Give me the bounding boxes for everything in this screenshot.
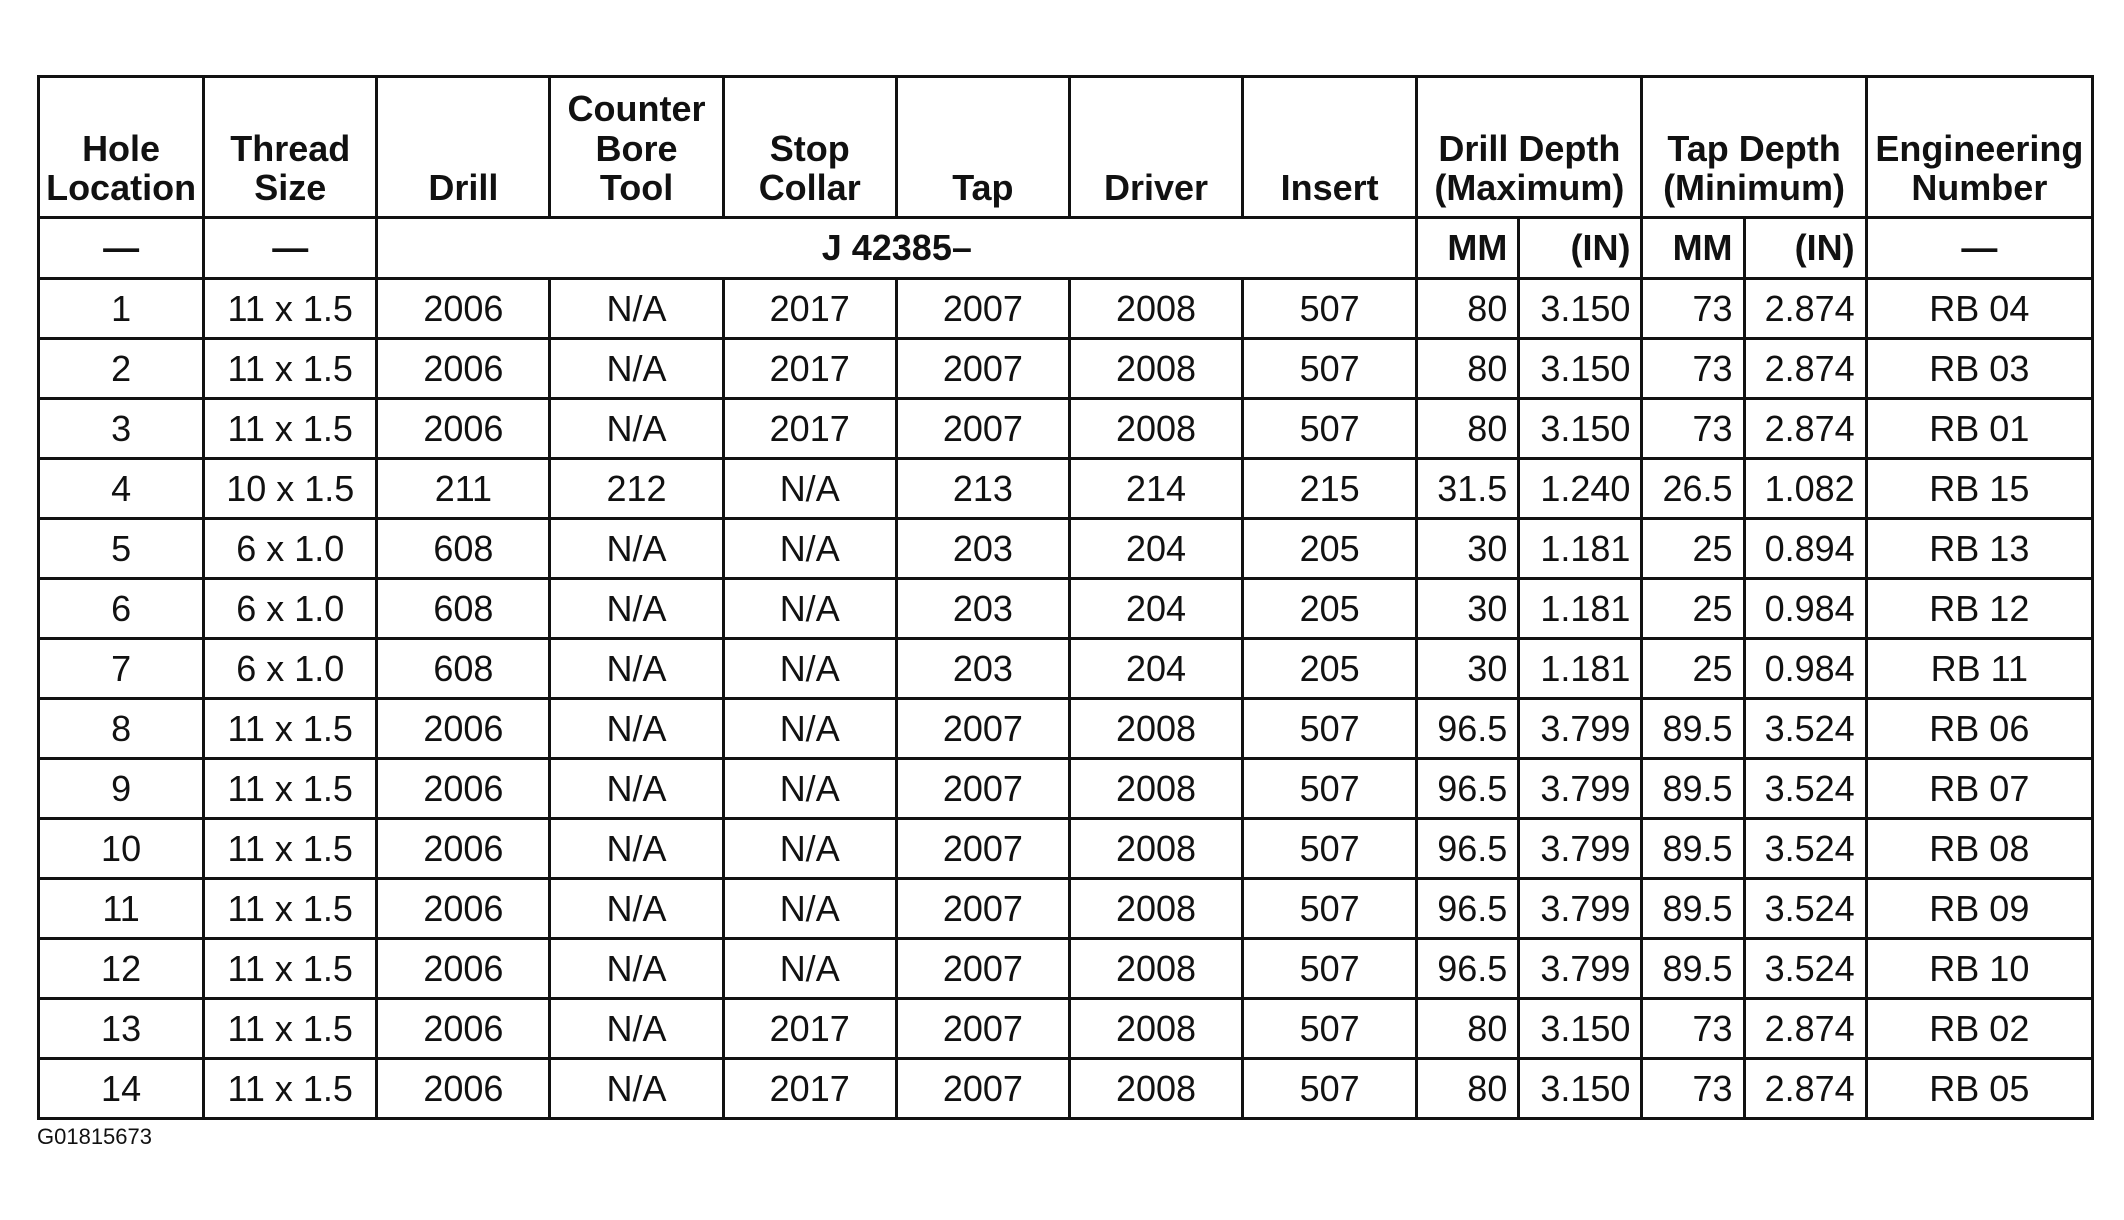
cell-tap-depth-in: 3.524 [1744,879,1866,939]
cell-insert: 507 [1243,879,1417,939]
cell-drill: 2006 [377,399,550,459]
cell-thread-size: 11 x 1.5 [204,819,377,879]
cell-engineering-number: RB 11 [1866,639,2092,699]
cell-drill-depth-mm: 80 [1417,1059,1519,1119]
cell-driver: 2008 [1069,1059,1242,1119]
header-stop-collar: Stop Collar [723,77,896,218]
cell-stop-collar: N/A [723,639,896,699]
cell-counter-bore-tool: N/A [550,939,723,999]
cell-tap-depth-mm: 89.5 [1642,939,1744,999]
cell-driver: 204 [1069,579,1242,639]
cell-drill: 2006 [377,879,550,939]
cell-counter-bore-tool: 212 [550,459,723,519]
cell-driver: 2008 [1069,879,1242,939]
header-drill: Drill [377,77,550,218]
cell-insert: 215 [1243,459,1417,519]
cell-drill-depth-mm: 30 [1417,639,1519,699]
cell-tap-depth-in: 0.894 [1744,519,1866,579]
cell-drill-depth-mm: 96.5 [1417,699,1519,759]
cell-tap-depth-mm: 73 [1642,339,1744,399]
cell-tap: 2007 [896,699,1069,759]
units-hole: — [39,218,204,279]
cell-drill-depth-mm: 30 [1417,519,1519,579]
cell-drill-depth-in: 3.799 [1519,879,1642,939]
cell-hole-location: 7 [39,639,204,699]
cell-stop-collar: N/A [723,519,896,579]
cell-drill-depth-in: 3.150 [1519,279,1642,339]
cell-insert: 507 [1243,339,1417,399]
cell-hole-location: 14 [39,1059,204,1119]
cell-stop-collar: N/A [723,759,896,819]
cell-tap-depth-mm: 25 [1642,519,1744,579]
cell-tap: 203 [896,519,1069,579]
cell-drill-depth-in: 3.799 [1519,699,1642,759]
cell-counter-bore-tool: N/A [550,699,723,759]
cell-tap: 2007 [896,339,1069,399]
cell-hole-location: 1 [39,279,204,339]
cell-engineering-number: RB 07 [1866,759,2092,819]
cell-engineering-number: RB 06 [1866,699,2092,759]
cell-tap: 203 [896,579,1069,639]
cell-thread-size: 11 x 1.5 [204,879,377,939]
cell-drill-depth-mm: 80 [1417,279,1519,339]
cell-drill: 608 [377,639,550,699]
table-row [39,999,2093,1059]
cell-insert: 205 [1243,639,1417,699]
cell-drill-depth-in: 3.150 [1519,339,1642,399]
cell-engineering-number: RB 01 [1866,399,2092,459]
header-counter-bore-tool: Counter Bore Tool [550,77,723,218]
cell-insert: 507 [1243,759,1417,819]
cell-insert: 205 [1243,579,1417,639]
table-row [39,639,2093,699]
units-row [39,218,2093,279]
cell-drill-depth-mm: 96.5 [1417,879,1519,939]
cell-hole-location: 10 [39,819,204,879]
cell-thread-size: 11 x 1.5 [204,699,377,759]
cell-thread-size: 11 x 1.5 [204,339,377,399]
cell-thread-size: 11 x 1.5 [204,939,377,999]
cell-stop-collar: N/A [723,819,896,879]
table-row [39,279,2093,339]
cell-counter-bore-tool: N/A [550,759,723,819]
cell-drill-depth-mm: 80 [1417,399,1519,459]
cell-thread-size: 6 x 1.0 [204,639,377,699]
cell-tap-depth-in: 0.984 [1744,639,1866,699]
header-hole-location: Hole Location [39,77,204,218]
cell-hole-location: 9 [39,759,204,819]
cell-drill: 2006 [377,759,550,819]
cell-insert: 507 [1243,1059,1417,1119]
cell-tap: 203 [896,639,1069,699]
cell-tap: 2007 [896,759,1069,819]
cell-drill-depth-in: 3.799 [1519,939,1642,999]
cell-insert: 507 [1243,399,1417,459]
cell-tap-depth-in: 2.874 [1744,399,1866,459]
cell-tap-depth-mm: 73 [1642,1059,1744,1119]
cell-thread-size: 6 x 1.0 [204,519,377,579]
cell-counter-bore-tool: N/A [550,999,723,1059]
cell-thread-size: 11 x 1.5 [204,999,377,1059]
cell-engineering-number: RB 13 [1866,519,2092,579]
cell-stop-collar: N/A [723,699,896,759]
table-row [39,879,2093,939]
table-row [39,759,2093,819]
cell-counter-bore-tool: N/A [550,399,723,459]
cell-drill-depth-in: 1.181 [1519,519,1642,579]
cell-tap-depth-in: 2.874 [1744,339,1866,399]
tool-spec-table [37,75,2094,1120]
cell-tap-depth-mm: 26.5 [1642,459,1744,519]
cell-counter-bore-tool: N/A [550,279,723,339]
cell-tap: 2007 [896,279,1069,339]
cell-tap-depth-in: 3.524 [1744,939,1866,999]
header-insert: Insert [1243,77,1417,218]
cell-driver: 204 [1069,639,1242,699]
cell-stop-collar: 2017 [723,279,896,339]
cell-drill: 211 [377,459,550,519]
cell-driver: 204 [1069,519,1242,579]
cell-hole-location: 4 [39,459,204,519]
cell-hole-location: 5 [39,519,204,579]
table-row [39,339,2093,399]
cell-insert: 507 [1243,939,1417,999]
cell-engineering-number: RB 15 [1866,459,2092,519]
cell-drill: 2006 [377,1059,550,1119]
cell-engineering-number: RB 10 [1866,939,2092,999]
header-engineering-number: Engineering Number [1866,77,2092,218]
cell-stop-collar: N/A [723,939,896,999]
cell-tap-depth-mm: 73 [1642,279,1744,339]
cell-tap-depth-mm: 73 [1642,399,1744,459]
cell-counter-bore-tool: N/A [550,639,723,699]
cell-drill-depth-mm: 31.5 [1417,459,1519,519]
cell-drill: 2006 [377,999,550,1059]
cell-drill: 608 [377,579,550,639]
units-drill-mm: MM [1417,218,1519,279]
cell-thread-size: 11 x 1.5 [204,279,377,339]
cell-counter-bore-tool: N/A [550,819,723,879]
header-driver: Driver [1069,77,1242,218]
cell-tap: 2007 [896,939,1069,999]
cell-driver: 2008 [1069,759,1242,819]
cell-hole-location: 2 [39,339,204,399]
cell-engineering-number: RB 05 [1866,1059,2092,1119]
cell-driver: 2008 [1069,699,1242,759]
cell-engineering-number: RB 04 [1866,279,2092,339]
cell-driver: 2008 [1069,999,1242,1059]
cell-thread-size: 11 x 1.5 [204,1059,377,1119]
table-row [39,519,2093,579]
cell-insert: 507 [1243,999,1417,1059]
cell-tap: 213 [896,459,1069,519]
cell-stop-collar: N/A [723,579,896,639]
cell-drill-depth-in: 3.799 [1519,759,1642,819]
cell-drill-depth-in: 1.181 [1519,579,1642,639]
cell-thread-size: 6 x 1.0 [204,579,377,639]
cell-tap-depth-mm: 89.5 [1642,699,1744,759]
cell-tap-depth-in: 0.984 [1744,579,1866,639]
cell-drill-depth-mm: 96.5 [1417,939,1519,999]
units-tap-in: (IN) [1744,218,1866,279]
cell-hole-location: 6 [39,579,204,639]
cell-stop-collar: N/A [723,459,896,519]
cell-drill-depth-mm: 30 [1417,579,1519,639]
table-row [39,819,2093,879]
cell-drill-depth-in: 1.181 [1519,639,1642,699]
cell-tap-depth-mm: 89.5 [1642,819,1744,879]
cell-drill: 2006 [377,939,550,999]
cell-thread-size: 10 x 1.5 [204,459,377,519]
cell-tap-depth-mm: 25 [1642,639,1744,699]
cell-tap: 2007 [896,399,1069,459]
cell-tap-depth-in: 2.874 [1744,999,1866,1059]
cell-insert: 507 [1243,699,1417,759]
cell-driver: 2008 [1069,939,1242,999]
table-row [39,459,2093,519]
table-row [39,579,2093,639]
cell-drill: 608 [377,519,550,579]
cell-driver: 2008 [1069,819,1242,879]
table-row [39,399,2093,459]
cell-tap: 2007 [896,999,1069,1059]
header-thread-size: Thread Size [204,77,377,218]
cell-tap: 2007 [896,819,1069,879]
cell-counter-bore-tool: N/A [550,519,723,579]
cell-engineering-number: RB 12 [1866,579,2092,639]
cell-insert: 507 [1243,819,1417,879]
cell-drill-depth-mm: 80 [1417,339,1519,399]
cell-insert: 507 [1243,279,1417,339]
cell-driver: 214 [1069,459,1242,519]
cell-tap: 2007 [896,879,1069,939]
cell-tap-depth-in: 2.874 [1744,279,1866,339]
cell-drill-depth-mm: 96.5 [1417,759,1519,819]
cell-tap-depth-in: 2.874 [1744,1059,1866,1119]
cell-counter-bore-tool: N/A [550,339,723,399]
cell-hole-location: 8 [39,699,204,759]
cell-drill: 2006 [377,339,550,399]
cell-tap-depth-in: 1.082 [1744,459,1866,519]
cell-counter-bore-tool: N/A [550,579,723,639]
cell-drill-depth-in: 3.799 [1519,819,1642,879]
cell-driver: 2008 [1069,279,1242,339]
cell-stop-collar: 2017 [723,399,896,459]
cell-tap-depth-in: 3.524 [1744,759,1866,819]
cell-drill-depth-in: 3.150 [1519,399,1642,459]
cell-engineering-number: RB 03 [1866,339,2092,399]
table-row [39,699,2093,759]
header-tap: Tap [896,77,1069,218]
units-thread: — [204,218,377,279]
cell-counter-bore-tool: N/A [550,879,723,939]
cell-engineering-number: RB 02 [1866,999,2092,1059]
tool-prefix: J 42385– [377,218,1417,279]
cell-drill: 2006 [377,819,550,879]
cell-drill: 2006 [377,699,550,759]
cell-tap-depth-in: 3.524 [1744,699,1866,759]
header-row [39,77,2093,218]
cell-engineering-number: RB 08 [1866,819,2092,879]
units-drill-in: (IN) [1519,218,1642,279]
cell-tap-depth-in: 3.524 [1744,819,1866,879]
cell-drill-depth-mm: 80 [1417,999,1519,1059]
units-eng: — [1866,218,2092,279]
cell-driver: 2008 [1069,399,1242,459]
cell-drill-depth-in: 3.150 [1519,999,1642,1059]
cell-drill: 2006 [377,279,550,339]
cell-stop-collar: 2017 [723,339,896,399]
cell-hole-location: 11 [39,879,204,939]
cell-counter-bore-tool: N/A [550,1059,723,1119]
table-row [39,1059,2093,1119]
cell-drill-depth-in: 1.240 [1519,459,1642,519]
cell-thread-size: 11 x 1.5 [204,759,377,819]
header-tap-depth: Tap Depth (Minimum) [1642,77,1866,218]
cell-tap-depth-mm: 89.5 [1642,879,1744,939]
units-tap-mm: MM [1642,218,1744,279]
cell-engineering-number: RB 09 [1866,879,2092,939]
figure-id: G01815673 [37,1124,152,1149]
cell-stop-collar: N/A [723,879,896,939]
cell-tap: 2007 [896,1059,1069,1119]
cell-stop-collar: 2017 [723,1059,896,1119]
cell-drill-depth-in: 3.150 [1519,1059,1642,1119]
cell-drill-depth-mm: 96.5 [1417,819,1519,879]
header-drill-depth: Drill Depth (Maximum) [1417,77,1642,218]
cell-driver: 2008 [1069,339,1242,399]
cell-insert: 205 [1243,519,1417,579]
cell-thread-size: 11 x 1.5 [204,399,377,459]
cell-stop-collar: 2017 [723,999,896,1059]
cell-hole-location: 12 [39,939,204,999]
table-row [39,939,2093,999]
cell-tap-depth-mm: 89.5 [1642,759,1744,819]
cell-hole-location: 3 [39,399,204,459]
cell-tap-depth-mm: 25 [1642,579,1744,639]
cell-tap-depth-mm: 73 [1642,999,1744,1059]
cell-hole-location: 13 [39,999,204,1059]
